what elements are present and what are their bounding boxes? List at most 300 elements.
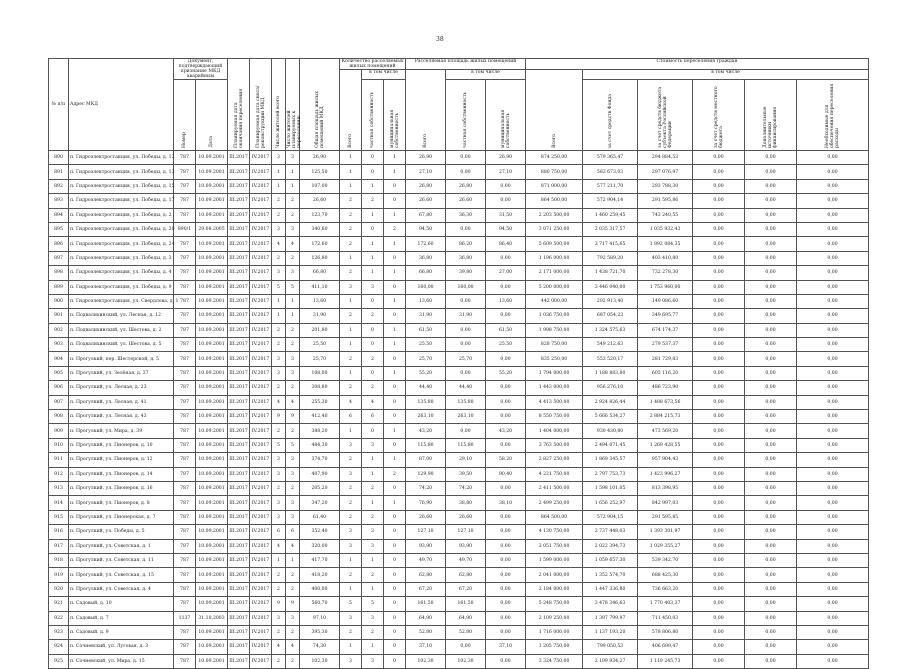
- cell-rooms-municipal: 0: [384, 194, 406, 208]
- cell-area-municipal: 31,50: [486, 208, 526, 222]
- cell-doc-date: 10.09.2001: [196, 208, 228, 222]
- cell-people-resettle: 2: [286, 625, 300, 639]
- cell-address: п. Гидроэлектростанция, ул. Победы, д. 9: [69, 280, 174, 294]
- cell-rooms-municipal: 0: [384, 481, 406, 495]
- cell-people-total: 3: [272, 266, 286, 280]
- cell-cost-region: 1 029 355,27: [638, 539, 693, 553]
- cell-area-total: 161,50: [406, 597, 446, 611]
- table-row: [49, 280, 869, 294]
- cell-address: п. Прогулкий, пер. Шестерской, д. 5: [69, 352, 174, 366]
- cell-cost-extra: 0,00: [745, 323, 797, 337]
- cell-num: 925: [49, 654, 69, 668]
- cell-cost-fund: 3 478 346,63: [583, 597, 638, 611]
- cell-cost-region: 406 699,47: [638, 640, 693, 654]
- table-row: [49, 294, 869, 308]
- cell-area-private: 0,00: [446, 424, 486, 438]
- cell-cost-extra: 0,00: [745, 553, 797, 567]
- cell-planned-end: III.2017: [228, 467, 250, 481]
- header-rooms-private: частная собственность: [362, 80, 384, 151]
- cell-doc-date: 10.09.2001: [196, 294, 228, 308]
- cell-doc-date: 10.09.2001: [196, 553, 228, 567]
- cell-rooms-total: 2: [340, 481, 362, 495]
- cell-cost-extra: 0,00: [745, 582, 797, 596]
- cell-address: п. Прогулкий, ул. Зелёная, д. 37: [69, 366, 174, 380]
- cell-people-total: 2: [272, 568, 286, 582]
- cell-cost-fund: 553 520,17: [583, 352, 638, 366]
- cell-total-area: 74,30: [300, 640, 340, 654]
- cell-rooms-municipal: 1: [384, 266, 406, 280]
- cell-total-area: 388,20: [300, 424, 340, 438]
- cell-planned-demolish: IV.2017: [250, 453, 272, 467]
- cell-cost-fund: 3 717 415,65: [583, 237, 638, 251]
- cell-rooms-municipal: 0: [384, 568, 406, 582]
- table-row: [49, 338, 869, 352]
- cell-address: п. Гидроэлектростанция, ул. Победы, д. 17: [69, 194, 174, 208]
- cell-planned-demolish: IV.2017: [250, 251, 272, 265]
- cell-cost-extra: 0,00: [745, 179, 797, 193]
- cell-rooms-total: 6: [340, 410, 362, 424]
- cell-cost-fund: 1 352 574,70: [583, 568, 638, 582]
- cell-cost-region: 149 086,60: [638, 294, 693, 308]
- cell-rooms-private: 0: [362, 222, 384, 236]
- cell-cost-fund: 292 913,40: [583, 294, 638, 308]
- cell-area-total: 26,80: [406, 179, 446, 193]
- cell-cost-total: 874 250,00: [526, 151, 583, 165]
- cell-rooms-total: 3: [340, 438, 362, 452]
- cell-area-private: 0,00: [446, 323, 486, 337]
- cell-total-area: 340,60: [300, 222, 340, 236]
- cell-cost-region: 349 695,77: [638, 309, 693, 323]
- cell-rooms-private: 3: [362, 280, 384, 294]
- cell-address: п. Садовый, д. 9: [69, 625, 174, 639]
- cell-cost-local: 0,00: [693, 481, 745, 495]
- cell-planned-demolish: IV.2017: [250, 597, 272, 611]
- cell-cost-extra: 0,00: [745, 510, 797, 524]
- cell-num: 895: [49, 222, 69, 236]
- cell-doc-date: 10.09.2001: [196, 266, 228, 280]
- cell-doc-number: 787: [174, 352, 196, 366]
- cell-cost-excess: 0,00: [797, 352, 869, 366]
- cell-cost-extra: 0,00: [745, 597, 797, 611]
- cell-planned-demolish: IV.2017: [250, 625, 272, 639]
- cell-cost-fund: 687 054,23: [583, 309, 638, 323]
- cell-cost-local: 0,00: [693, 467, 745, 481]
- cell-planned-demolish: IV.2017: [250, 179, 272, 193]
- table-row: [49, 410, 869, 424]
- cell-rooms-total: 3: [340, 654, 362, 668]
- cell-cost-local: 0,00: [693, 611, 745, 625]
- cell-people-resettle: 4: [286, 395, 300, 409]
- cell-cost-region: 1 035 932,43: [638, 222, 693, 236]
- cell-cost-region: 539 342,70: [638, 553, 693, 567]
- cell-cost-region: 291 595,86: [638, 194, 693, 208]
- cell-planned-demolish: IV.2017: [250, 395, 272, 409]
- cell-area-private: 127,10: [446, 525, 486, 539]
- table-row: [49, 640, 869, 654]
- cell-planned-end: III.2017: [228, 568, 250, 582]
- cell-area-municipal: 86,40: [486, 237, 526, 251]
- cell-rooms-private: 1: [362, 640, 384, 654]
- cell-people-resettle: 5: [286, 280, 300, 294]
- table-row: [49, 481, 869, 495]
- cell-planned-demolish: IV.2017: [250, 352, 272, 366]
- cell-total-area: 407,90: [300, 467, 340, 481]
- cell-rooms-private: 0: [362, 151, 384, 165]
- cell-area-municipal: 0,00: [486, 438, 526, 452]
- cell-doc-number: 787: [174, 266, 196, 280]
- cell-area-total: 36,80: [406, 251, 446, 265]
- cell-rooms-municipal: 1: [384, 323, 406, 337]
- cell-cost-region: 1 423 996,27: [638, 467, 693, 481]
- cell-address: п. Прогулкий, ул. Пионерская, д. 7: [69, 510, 174, 524]
- cell-address: п. Гидроэлектростанция, ул. Свердлова, д. 1: [69, 294, 174, 308]
- cell-people-total: 2: [272, 381, 286, 395]
- header-doc-date: Дата: [196, 80, 228, 151]
- cell-people-total: 2: [272, 251, 286, 265]
- cell-num: 920: [49, 582, 69, 596]
- cell-cost-fund: 792 589,20: [583, 251, 638, 265]
- cell-cost-total: 442 000,00: [526, 294, 583, 308]
- cell-address: п. Прогулкий, ул. Советская, д. 15: [69, 568, 174, 582]
- table-row: [49, 597, 869, 611]
- cell-cost-fund: 583 673,03: [583, 165, 638, 179]
- cell-cost-region: 1 119 245,73: [638, 654, 693, 668]
- cell-cost-local: 0,00: [693, 625, 745, 639]
- cell-total-area: 560,70: [300, 597, 340, 611]
- cell-doc-number: 787: [174, 496, 196, 510]
- cell-total-area: 417,70: [300, 553, 340, 567]
- cell-cost-excess: 0,00: [797, 366, 869, 380]
- cell-area-private: 39,80: [446, 266, 486, 280]
- cell-people-total: 5: [272, 280, 286, 294]
- cell-rooms-private: 0: [362, 338, 384, 352]
- cell-rooms-private: 2: [362, 481, 384, 495]
- cell-total-area: 418,20: [300, 568, 340, 582]
- cell-cost-excess: 0,00: [797, 496, 869, 510]
- cell-people-resettle: 4: [286, 539, 300, 553]
- cell-cost-local: 0,00: [693, 309, 745, 323]
- cell-area-municipal: 27,00: [486, 266, 526, 280]
- cell-cost-extra: 0,00: [745, 539, 797, 553]
- cell-cost-total: 1 205 750,00: [526, 640, 583, 654]
- cell-area-private: 0,00: [446, 294, 486, 308]
- cell-address: п. Гидроэлектростанция, ул. Победы, д. 2: [69, 208, 174, 222]
- cell-doc-date: 10.09.2001: [196, 453, 228, 467]
- cell-cost-fund: 1 324 575,63: [583, 323, 638, 337]
- cell-rooms-municipal: 0: [384, 510, 406, 524]
- cell-cost-local: 0,00: [693, 539, 745, 553]
- cell-rooms-total: 1: [340, 553, 362, 567]
- cell-cost-total: 3 071 250,00: [526, 222, 583, 236]
- cell-rooms-total: 4: [340, 395, 362, 409]
- cell-num: 905: [49, 366, 69, 380]
- cell-planned-end: III.2017: [228, 338, 250, 352]
- cell-cost-excess: 0,00: [797, 194, 869, 208]
- cell-doc-date: 10.09.2001: [196, 237, 228, 251]
- cell-cost-region: 281 729,83: [638, 352, 693, 366]
- cell-area-municipal: 0,00: [486, 597, 526, 611]
- cell-cost-local: 0,00: [693, 395, 745, 409]
- cell-planned-demolish: IV.2017: [250, 381, 272, 395]
- cell-address: п. Прогулкий, ул. Пионеров, д. 10: [69, 438, 174, 452]
- cell-rooms-private: 2: [362, 510, 384, 524]
- cell-rooms-private: 2: [362, 352, 384, 366]
- cell-cost-region: 711 450,03: [638, 611, 693, 625]
- cell-planned-demolish: IV.2017: [250, 410, 272, 424]
- cell-total-area: 97,10: [300, 611, 340, 625]
- cell-cost-fund: 1 598 101,05: [583, 481, 638, 495]
- cell-total-area: 31,90: [300, 309, 340, 323]
- cell-area-private: 93,90: [446, 539, 486, 553]
- cell-num: 923: [49, 625, 69, 639]
- header-cost-fund: за счет средств Фонда: [583, 80, 638, 151]
- cell-rooms-municipal: 0: [384, 395, 406, 409]
- cell-cost-total: 2 827 250,00: [526, 453, 583, 467]
- cell-area-total: 26,60: [406, 194, 446, 208]
- cell-area-municipal: 25,50: [486, 338, 526, 352]
- cell-planned-end: III.2017: [228, 438, 250, 452]
- cell-rooms-municipal: 0: [384, 654, 406, 668]
- table-row: [49, 323, 869, 337]
- cell-cost-fund: 1 137 193,20: [583, 625, 638, 639]
- cell-address: п. Гидроэлектростанция, ул. Победы, д. 15: [69, 179, 174, 193]
- cell-people-resettle: 1: [286, 165, 300, 179]
- cell-people-total: 2: [272, 194, 286, 208]
- table-row: [49, 208, 869, 222]
- cell-cost-region: 403 410,80: [638, 251, 693, 265]
- cell-area-total: 31,90: [406, 309, 446, 323]
- cell-cost-extra: 0,00: [745, 395, 797, 409]
- cell-rooms-municipal: 0: [384, 597, 406, 611]
- cell-rooms-private: 1: [362, 251, 384, 265]
- cell-cost-total: 2 109 250,00: [526, 611, 583, 625]
- cell-planned-demolish: IV.2017: [250, 323, 272, 337]
- cell-cost-excess: 0,00: [797, 568, 869, 582]
- cell-total-area: 352,40: [300, 525, 340, 539]
- cell-rooms-municipal: 0: [384, 539, 406, 553]
- cell-area-total: 49,70: [406, 553, 446, 567]
- cell-cost-extra: 0,00: [745, 280, 797, 294]
- cell-cost-region: 486 723,90: [638, 381, 693, 395]
- cell-people-resettle: 3: [286, 352, 300, 366]
- cell-planned-demolish: IV.2017: [250, 294, 272, 308]
- cell-area-municipal: 0,00: [486, 481, 526, 495]
- cell-num: 896: [49, 237, 69, 251]
- cell-planned-end: III.2017: [228, 165, 250, 179]
- cell-total-area: 25,70: [300, 352, 340, 366]
- cell-rooms-municipal: 1: [384, 165, 406, 179]
- cell-cost-excess: 0,00: [797, 597, 869, 611]
- cell-num: 914: [49, 496, 69, 510]
- cell-planned-end: III.2017: [228, 496, 250, 510]
- cell-area-municipal: 0,00: [486, 611, 526, 625]
- cell-doc-number: 890/1: [174, 222, 196, 236]
- cell-planned-end: III.2017: [228, 266, 250, 280]
- cell-area-municipal: 0,00: [486, 251, 526, 265]
- cell-rooms-municipal: 0: [384, 525, 406, 539]
- cell-rooms-total: 1: [340, 251, 362, 265]
- cell-num: 904: [49, 352, 69, 366]
- cell-area-municipal: 13,60: [486, 294, 526, 308]
- cell-planned-demolish: IV.2017: [250, 553, 272, 567]
- cell-planned-demolish: IV.2017: [250, 438, 272, 452]
- cell-rooms-municipal: 1: [384, 338, 406, 352]
- cell-cost-fund: 1 397 799,97: [583, 611, 638, 625]
- cell-rooms-municipal: 0: [384, 611, 406, 625]
- cell-rooms-total: 2: [340, 568, 362, 582]
- cell-cost-excess: 0,00: [797, 625, 869, 639]
- cell-doc-date: 10.09.2001: [196, 366, 228, 380]
- cell-doc-date: 10.09.2001: [196, 381, 228, 395]
- cell-cost-excess: 0,00: [797, 582, 869, 596]
- cell-doc-date: 10.09.2001: [196, 510, 228, 524]
- header-rooms-total: Всего: [340, 70, 362, 151]
- cell-cost-total: 8 550 750,00: [526, 410, 583, 424]
- cell-people-total: 2: [272, 625, 286, 639]
- cell-cost-local: 0,00: [693, 597, 745, 611]
- cell-address: п. Гидроэлектростанция, ул. Победы, д. 3: [69, 251, 174, 265]
- cell-total-area: 108,00: [300, 366, 340, 380]
- cell-cost-region: 732 278,30: [638, 266, 693, 280]
- cell-doc-date: 10.09.2001: [196, 151, 228, 165]
- cell-area-municipal: 0,00: [486, 625, 526, 639]
- cell-rooms-total: 1: [340, 323, 362, 337]
- cell-total-area: 123,70: [300, 208, 340, 222]
- cell-people-resettle: 2: [286, 481, 300, 495]
- cell-rooms-total: 1: [340, 424, 362, 438]
- cell-people-resettle: 2: [286, 208, 300, 222]
- cell-cost-total: 1 443 000,00: [526, 381, 583, 395]
- cell-rooms-private: 2: [362, 194, 384, 208]
- cell-cost-extra: 0,00: [745, 410, 797, 424]
- cell-doc-number: 787: [174, 510, 196, 524]
- cell-cost-total: 2 041 000,00: [526, 568, 583, 582]
- cell-cost-fund: 1 438 721,70: [583, 266, 638, 280]
- cell-planned-end: III.2017: [228, 323, 250, 337]
- cell-area-private: 0,00: [446, 338, 486, 352]
- table-row: [49, 366, 869, 380]
- cell-cost-total: 1 794 000,00: [526, 366, 583, 380]
- cell-planned-end: III.2017: [228, 553, 250, 567]
- cell-rooms-total: 2: [340, 496, 362, 510]
- cell-cost-fund: 2 035 317,57: [583, 222, 638, 236]
- cell-area-private: 38,80: [446, 496, 486, 510]
- cell-people-total: 3: [272, 222, 286, 236]
- cell-cost-extra: 0,00: [745, 266, 797, 280]
- header-total-area: Общая площадь жилых помещений МКД: [300, 59, 340, 151]
- cell-doc-number: 787: [174, 395, 196, 409]
- table-row: [49, 165, 869, 179]
- cell-area-total: 61,50: [406, 323, 446, 337]
- cell-doc-number: 787: [174, 582, 196, 596]
- cell-planned-end: III.2017: [228, 294, 250, 308]
- table-body: [49, 151, 869, 669]
- cell-cost-excess: 0,00: [797, 453, 869, 467]
- table-row: [49, 266, 869, 280]
- cell-num: 916: [49, 525, 69, 539]
- cell-cost-excess: 0,00: [797, 611, 869, 625]
- cell-rooms-municipal: 0: [384, 438, 406, 452]
- cell-cost-fund: 1 447 336,80: [583, 582, 638, 596]
- cell-planned-end: III.2017: [228, 151, 250, 165]
- cell-cost-extra: 0,00: [745, 151, 797, 165]
- cell-planned-demolish: IV.2017: [250, 654, 272, 668]
- header-area-municipal: муниципальная собственность: [486, 80, 526, 151]
- cell-cost-total: 2 184 000,00: [526, 582, 583, 596]
- cell-people-resettle: 1: [286, 553, 300, 567]
- cell-cost-total: 4 130 750,00: [526, 525, 583, 539]
- cell-area-total: 27,10: [406, 165, 446, 179]
- header-planned-end: Планируемая дата окончания переселения: [228, 59, 250, 151]
- table-row: [49, 525, 869, 539]
- cell-address: п. Гидроэлектростанция, ул. Победы, д. 13: [69, 165, 174, 179]
- header-doc-number: Номер: [174, 80, 196, 151]
- cell-rooms-municipal: 0: [384, 381, 406, 395]
- cell-cost-extra: 0,00: [745, 568, 797, 582]
- cell-people-total: 3: [272, 366, 286, 380]
- cell-rooms-total: 3: [340, 611, 362, 625]
- cell-planned-end: III.2017: [228, 582, 250, 596]
- cell-rooms-total: 1: [340, 582, 362, 596]
- cell-cost-local: 0,00: [693, 410, 745, 424]
- cell-area-municipal: 61,50: [486, 323, 526, 337]
- cell-address: п. Прогулкий, ул. Победы, д. 5: [69, 525, 174, 539]
- cell-address: п. Сочневский, ул. Мира, д. 15: [69, 654, 174, 668]
- cell-planned-demolish: IV.2017: [250, 222, 272, 236]
- cell-doc-date: 10.09.2001: [196, 352, 228, 366]
- cell-cost-local: 0,00: [693, 222, 745, 236]
- header-cost-total: Всего: [526, 70, 583, 151]
- cell-rooms-total: 2: [340, 237, 362, 251]
- cell-doc-number: 787: [174, 625, 196, 639]
- cell-cost-local: 0,00: [693, 654, 745, 668]
- cell-cost-total: 1 196 000,00: [526, 251, 583, 265]
- cell-area-total: 160,00: [406, 280, 446, 294]
- cell-area-total: 64,90: [406, 611, 446, 625]
- cell-cost-total: 2 171 000,00: [526, 266, 583, 280]
- cell-num: 893: [49, 194, 69, 208]
- cell-area-total: 76,90: [406, 496, 446, 510]
- cell-rooms-total: 2: [340, 453, 362, 467]
- cell-cost-region: 688 425,30: [638, 568, 693, 582]
- cell-cost-excess: 0,00: [797, 438, 869, 452]
- cell-cost-total: 835 250,00: [526, 352, 583, 366]
- cell-doc-number: 787: [174, 323, 196, 337]
- cell-doc-number: 787: [174, 481, 196, 495]
- cell-rooms-private: 1: [362, 266, 384, 280]
- cell-area-municipal: 0,00: [486, 194, 526, 208]
- cell-area-private: 36,30: [446, 208, 486, 222]
- cell-cost-extra: 0,00: [745, 611, 797, 625]
- cell-total-area: 13,60: [300, 294, 340, 308]
- cell-area-municipal: 0,00: [486, 510, 526, 524]
- cell-people-total: 1: [272, 294, 286, 308]
- cell-people-total: 9: [272, 597, 286, 611]
- cell-doc-date: 10.09.2001: [196, 654, 228, 668]
- cell-address: п. Прогулкий, ул. Пионеров, д. 12: [69, 453, 174, 467]
- cell-area-total: 102,30: [406, 654, 446, 668]
- cell-people-resettle: 2: [286, 381, 300, 395]
- cell-cost-total: 3 051 750,00: [526, 539, 583, 553]
- cell-doc-number: 787: [174, 525, 196, 539]
- cell-cost-excess: 0,00: [797, 525, 869, 539]
- table-row: [49, 453, 869, 467]
- cell-cost-local: 0,00: [693, 568, 745, 582]
- cell-total-area: 201,80: [300, 323, 340, 337]
- cell-doc-date: 10.09.2001: [196, 438, 228, 452]
- cell-address: п. Прогулкий, ул. Лесная, д. 43: [69, 410, 174, 424]
- cell-area-total: 37,10: [406, 640, 446, 654]
